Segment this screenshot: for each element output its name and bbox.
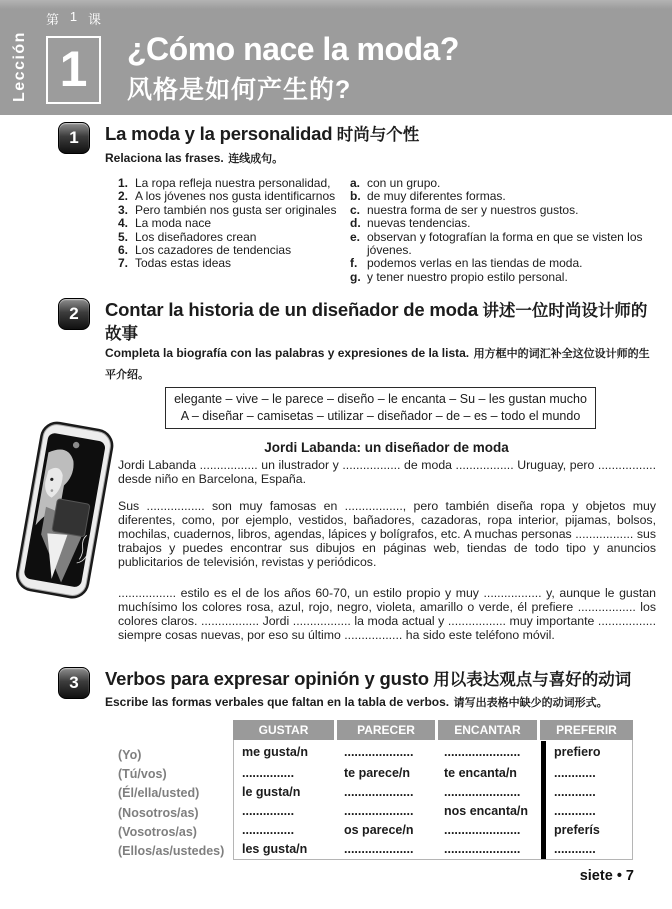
item-text: podemos verlas en las tiendas de moda. [367, 256, 583, 271]
exercise-2-instruction-chinese: 用方框中的词汇补全这位设计师的生平介绍。 [105, 348, 650, 381]
verb-table-row-labels [118, 746, 224, 861]
table-cell: ............ [554, 842, 596, 857]
list-item [350, 231, 668, 258]
item-text: Todas estas ideas [135, 256, 232, 271]
row-label-vosotros: (Vosotros/as) [118, 824, 197, 839]
exercise-3 [58, 666, 670, 866]
list-item [118, 190, 350, 203]
item-text: La moda nace [135, 216, 212, 231]
page-number-word: siete [579, 868, 613, 884]
biography-paragraph-3: ................. estilo es el de los años 60-70, un estilo propio y muy ................. y, aunque le gustan muchísimo los colores rosa, azul, rojo, negro, violeta, amarillo o verde, él prefiere ................. los colores claros. ................. Jordi ................. la moda actual y ................. muy importante ................. siempre cosas nuevas, por eso su último ................. ha sido este teléfono móvil. [118, 586, 656, 642]
lesson-cn-pre: 第 [46, 12, 60, 27]
table-cell: ............ [554, 803, 596, 818]
lesson-number-box: 1 [46, 36, 101, 104]
matching-left-column [118, 177, 350, 284]
table-cell: ...................... [444, 745, 521, 759]
exercise-3-title-chinese: 用以表达观点与喜好的动词 [433, 671, 632, 689]
list-item [118, 244, 350, 257]
item-text: nuestra forma de ser y nuestros gustos. [367, 202, 579, 217]
lesson-vertical-label: Lección [11, 31, 28, 103]
lesson-titles [127, 31, 459, 106]
exercise-2 [58, 297, 670, 666]
list-item [350, 271, 668, 284]
table-cell: ...................... [444, 823, 521, 838]
item-number: 3. [118, 202, 129, 217]
word-bank-box [165, 387, 596, 429]
item-text: con un grupo. [367, 176, 441, 190]
lesson-title-chinese: 风格是如何产生的? [127, 76, 352, 104]
matching-right-column [350, 177, 668, 284]
item-number: 5. [118, 229, 129, 244]
list-item [350, 217, 668, 230]
list-item [118, 204, 350, 217]
page-number-bullet: • [616, 868, 622, 884]
item-text: Pero también nos gusta ser originales [135, 202, 337, 217]
list-item [350, 190, 668, 203]
exercise-1-title [105, 122, 419, 147]
column-header-preferir: PREFERIR [540, 720, 633, 740]
biography-title: Jordi Labanda: un diseñador de moda [264, 440, 509, 455]
table-cell: te parece/n [344, 765, 411, 780]
exercise-1-instruction-chinese: 连线成句。 [228, 153, 284, 165]
lesson-title-spanish: ¿Cómo nace la moda? [127, 31, 459, 67]
table-row [234, 782, 632, 801]
item-number: 2. [118, 189, 129, 204]
exercise-3-instruction [105, 692, 608, 713]
lesson-number-chinese [46, 9, 101, 28]
item-letter: a. [350, 176, 361, 190]
item-number: 4. [118, 216, 129, 231]
row-label-el: (Él/ella/usted) [118, 786, 200, 801]
list-item [350, 257, 668, 270]
lesson-cn-post: 课 [87, 12, 101, 27]
item-letter: g. [350, 269, 361, 284]
exercise-2-instruction-spanish: Completa la biografía con las palabras y expresiones de la lista. [105, 346, 470, 360]
exercise-2-title [105, 298, 663, 346]
exercise-1-number-badge: 1 [58, 122, 90, 154]
table-row [234, 801, 632, 820]
table-cell: ...................... [444, 784, 521, 799]
table-cell: .................... [344, 745, 414, 759]
item-letter: b. [350, 189, 361, 204]
table-cell: ............... [242, 823, 295, 838]
phone-illustration [3, 414, 125, 619]
table-cell: te encanta/n [444, 765, 517, 780]
table-cell: le gusta/n [242, 784, 301, 799]
biography-paragraph-2: Sus ................. son muy famosas en ................., pero también diseña ropa y objetos muy diferentes, como, por ejemplo, vestidos, bañadores, cazadoras, ropa interior, pijamas, bolsos, mochilas, cuadernos, libros, agendas, lápices y bolígrafos, etc. A muchas personas ................. sus trabajos y puedes encontrar sus dibujos en páginas web, tiendas de todo tipo y anuncios publicitarios de televisión, revistas y periódicos. [118, 499, 656, 569]
lesson-cn-num: 1 [69, 9, 78, 24]
table-cell: os parece/n [344, 823, 414, 838]
word-bank-line-2: A – diseñar – camisetas – utilizar – diseñador – de – es – todo el mundo [180, 409, 581, 423]
table-cell: ...................... [444, 842, 521, 857]
table-cell: me gusta/n [242, 745, 308, 759]
lesson-header-banner [0, 0, 672, 115]
item-text: Los cazadores de tendencias [135, 243, 292, 258]
page-number-digit: 7 [625, 868, 634, 884]
item-text: de muy diferentes formas. [367, 189, 506, 204]
exercise-1-instruction [105, 148, 283, 169]
list-item [350, 204, 668, 217]
item-letter: e. [350, 229, 361, 244]
item-text: observan y fotografían la forma en que se visten los jóvenes. [367, 229, 643, 258]
exercise-2-number-badge: 2 [58, 298, 90, 330]
table-cell: ............ [554, 765, 596, 780]
list-item [118, 177, 350, 190]
exercise-3-title-spanish: Verbos para expresar opinión y gusto [105, 668, 429, 689]
list-item [350, 177, 668, 190]
table-row [234, 740, 632, 763]
list-item [118, 217, 350, 230]
table-cell: ............... [242, 803, 295, 818]
verb-table [233, 720, 633, 860]
item-number: 7. [118, 256, 129, 271]
verb-table-header [233, 720, 633, 740]
biography-paragraph-1: Jordi Labanda ................. un ilustrador y ................. de moda ................. Uruguay, pero ................. desde niño en Barcelona, España. [118, 458, 656, 486]
exercise-1 [58, 121, 670, 293]
table-row [234, 840, 632, 859]
word-bank-line-1: elegante – vive – le parece – diseño – le encanta – Su – les gustan mucho [174, 392, 587, 406]
exercise-3-instruction-chinese: 请写出表格中缺少的动词形式。 [453, 697, 608, 709]
list-item [118, 231, 350, 244]
item-number: 1. [118, 176, 129, 190]
exercise-3-title [105, 667, 631, 692]
verb-table-body [233, 740, 633, 860]
column-header-encantar: ENCANTAR [438, 720, 537, 740]
item-text: Los diseñadores crean [135, 229, 257, 244]
column-header-parecer: PARECER [337, 720, 435, 740]
table-row [234, 821, 632, 840]
table-cell: les gusta/n [242, 842, 308, 857]
table-cell: ............... [242, 765, 295, 780]
table-row [234, 763, 632, 782]
exercise-1-title-chinese: 时尚与个性 [336, 126, 420, 144]
item-letter: d. [350, 216, 361, 231]
exercise-2-title-chinese: 讲述一位时尚设计师的故事 [105, 302, 648, 343]
item-text: La ropa refleja nuestra personalidad, [135, 176, 331, 190]
matching-exercise [118, 177, 668, 284]
table-cell: ............ [554, 784, 596, 799]
exercise-2-instruction [105, 343, 659, 385]
item-letter: c. [350, 202, 361, 217]
exercise-2-title-spanish: Contar la historia de un diseñador de moda [105, 299, 478, 320]
item-text: y tener nuestro propio estilo personal. [367, 269, 568, 284]
table-cell: .................... [344, 842, 414, 857]
row-label-ellos: (Ellos/as/ustedes) [118, 844, 225, 859]
item-number: 6. [118, 243, 129, 258]
row-label-yo: (Yo) [118, 748, 142, 762]
item-letter: f. [350, 256, 358, 271]
exercise-1-instruction-spanish: Relaciona las frases. [105, 151, 224, 165]
exercise-3-instruction-spanish: Escribe las formas verbales que faltan en la tabla de verbos. [105, 695, 450, 709]
exercise-1-title-spanish: La moda y la personalidad [105, 123, 333, 144]
item-text: A los jóvenes nos gusta identificarnos [135, 189, 336, 204]
table-cell: preferís [554, 823, 600, 838]
table-cell: .................... [344, 803, 414, 818]
item-text: nuevas tendencias. [367, 216, 471, 231]
table-cell: nos encanta/n [444, 803, 529, 818]
page-number [494, 868, 634, 884]
column-header-gustar: GUSTAR [233, 720, 334, 740]
exercise-3-number-badge: 3 [58, 667, 90, 699]
table-cell: prefiero [554, 745, 601, 759]
table-cell: .................... [344, 784, 414, 799]
row-label-nosotros: (Nosotros/as) [118, 805, 199, 820]
list-item [118, 257, 350, 270]
row-label-tu: (Tú/vos) [118, 767, 167, 782]
